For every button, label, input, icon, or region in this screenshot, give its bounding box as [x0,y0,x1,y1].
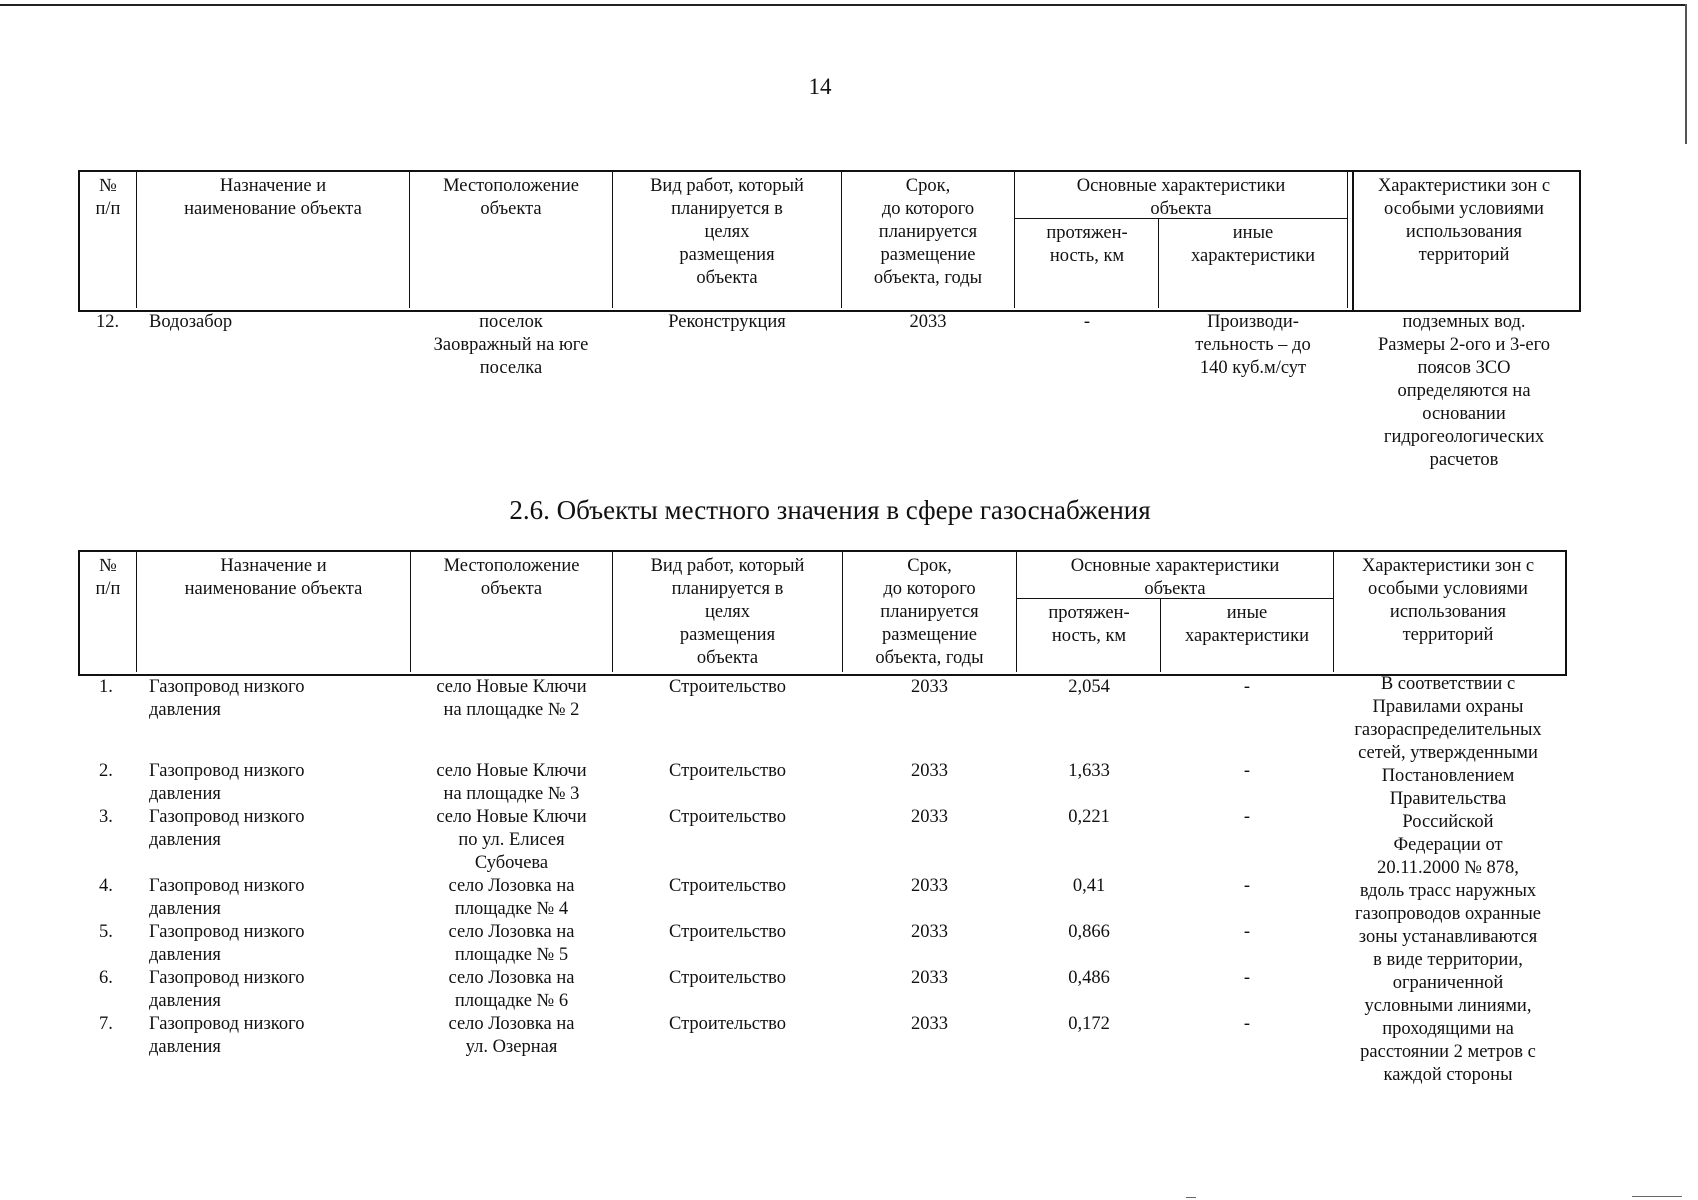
row-num: 2. [99,761,113,781]
row-other-characteristics: Производи- тельность – до 140 куб.м/сут [1195,312,1311,378]
row-name: Газопровод низкого давления [149,677,305,720]
divider [612,171,613,308]
row-location: село Лозовка на площадке № 4 [448,876,575,919]
row-other-characteristics: - [1243,761,1251,781]
row-work-type: Строительство [669,968,786,988]
header-location: Местоположение объекта [443,556,580,599]
header-main-characteristics: Основные характеристики объекта [1076,176,1286,219]
row-length: 0,866 [1068,922,1110,942]
row-other-characteristics: - [1243,807,1251,827]
header-length: протяжен- ность, км [1046,223,1128,266]
divider [841,171,842,308]
header-main-characteristics: Основные характеристики объекта [1070,556,1280,599]
divider [1160,598,1161,672]
row-name: Газопровод низкого давления [149,1014,305,1057]
row-location: поселок Заовражный на юге поселка [433,312,589,378]
row-zones: подземных вод. Размеры 2-ого и 3-его поясов ЗСО определяются на основании гидрогеологических расчетов [1378,312,1550,470]
row-location: село Новые Ключи по ул. Елисея Субочева [436,807,587,873]
divider [1014,171,1015,308]
right-edge-line [1685,4,1687,144]
row-length: 1,633 [1068,761,1110,781]
row-other-characteristics: - [1243,876,1251,896]
header-other-characteristics: иные характеристики [1185,603,1309,646]
divider [1016,551,1017,672]
header-work-type: Вид работ, который планируется в целях размещения объекта [650,556,805,668]
row-length: - [1083,312,1091,332]
scan-mark [1186,1197,1196,1198]
zones-description: В соответствии с Правилами охраны газораспределительных сетей, утвержденными Постановлением Правительства Российской Федерации от 20.11.2000 № 878, вдоль трасс наружных газопроводов охранные зоны устанавливаются в виде территории, ограниченной условными линиями, проходящими на расстоянии 2 метров с каждой стороны [1354,674,1542,1085]
row-term: 2033 [911,922,948,942]
row-work-type: Строительство [669,1014,786,1034]
row-term: 2033 [909,312,947,332]
header-other-characteristics: иные характеристики [1191,223,1315,266]
row-name: Водозабор [149,312,233,332]
row-other-characteristics: - [1243,922,1251,942]
row-name: Газопровод низкого давления [149,876,305,919]
header-work-type: Вид работ, который планируется в целях размещения объекта [650,176,804,288]
row-length: 0,172 [1068,1014,1110,1034]
row-work-type: Строительство [669,677,786,697]
row-work-type: Строительство [669,922,786,942]
header-zones: Характеристики зон с особыми условиями использования территорий [1377,176,1551,265]
row-work-type: Строительство [669,876,786,896]
page-number: 14 [808,74,832,99]
row-num: 4. [99,876,113,896]
header-num: № п/п [95,556,121,599]
divider [136,551,137,672]
row-location: село Лозовка на площадке № 5 [448,922,575,965]
row-name: Газопровод низкого давления [149,922,305,965]
row-term: 2033 [911,677,948,697]
row-location: село Новые Ключи на площадке № 2 [436,677,587,720]
row-work-type: Реконструкция [668,312,786,332]
header-length: протяжен- ность, км [1048,603,1130,646]
section-heading: 2.6. Объекты местного значения в сфере газоснабжения [509,495,1151,525]
divider [1333,551,1334,672]
row-term: 2033 [911,876,948,896]
top-border-line [0,4,1686,6]
row-num: 3. [99,807,113,827]
row-other-characteristics: - [1243,677,1251,697]
row-other-characteristics: - [1243,968,1251,988]
row-num: 5. [99,922,113,942]
row-term: 2033 [911,761,948,781]
row-location: село Лозовка на ул. Озерная [448,1014,575,1057]
row-location: село Лозовка на площадке № 6 [448,968,575,1011]
row-length: 0,486 [1068,968,1110,988]
row-work-type: Строительство [669,807,786,827]
row-work-type: Строительство [669,761,786,781]
row-name: Газопровод низкого давления [149,807,305,850]
row-name: Газопровод низкого давления [149,761,305,804]
header-num: № п/п [95,176,121,219]
row-name: Газопровод низкого давления [149,968,305,1011]
divider [842,551,843,672]
row-num: 7. [99,1014,113,1034]
row-term: 2033 [911,807,948,827]
row-length: 2,054 [1068,677,1110,697]
row-other-characteristics: - [1243,1014,1251,1034]
row-length: 0,41 [1072,876,1106,896]
scan-mark [1632,1196,1682,1197]
header-term: Срок, до которого планируется размещение объекта, годы [873,176,983,288]
row-term: 2033 [911,968,948,988]
divider [1158,218,1159,308]
header-term: Срок, до которого планируется размещение объекта, годы [875,556,984,668]
header-name: Назначение и наименование объекта [184,176,362,219]
header-name: Назначение и наименование объекта [184,556,363,599]
divider [410,551,411,672]
divider [136,171,137,308]
row-num: 12. [96,312,120,332]
row-num: 6. [99,968,113,988]
divider [409,171,410,308]
row-length: 0,221 [1068,807,1110,827]
header-location: Местоположение объекта [443,176,579,219]
divider [612,551,613,672]
row-term: 2033 [911,1014,948,1034]
header-zones: Характеристики зон с особыми условиями использования территорий [1361,556,1535,645]
row-location: село Новые Ключи на площадке № 3 [436,761,587,804]
row-num: 1. [99,677,113,697]
